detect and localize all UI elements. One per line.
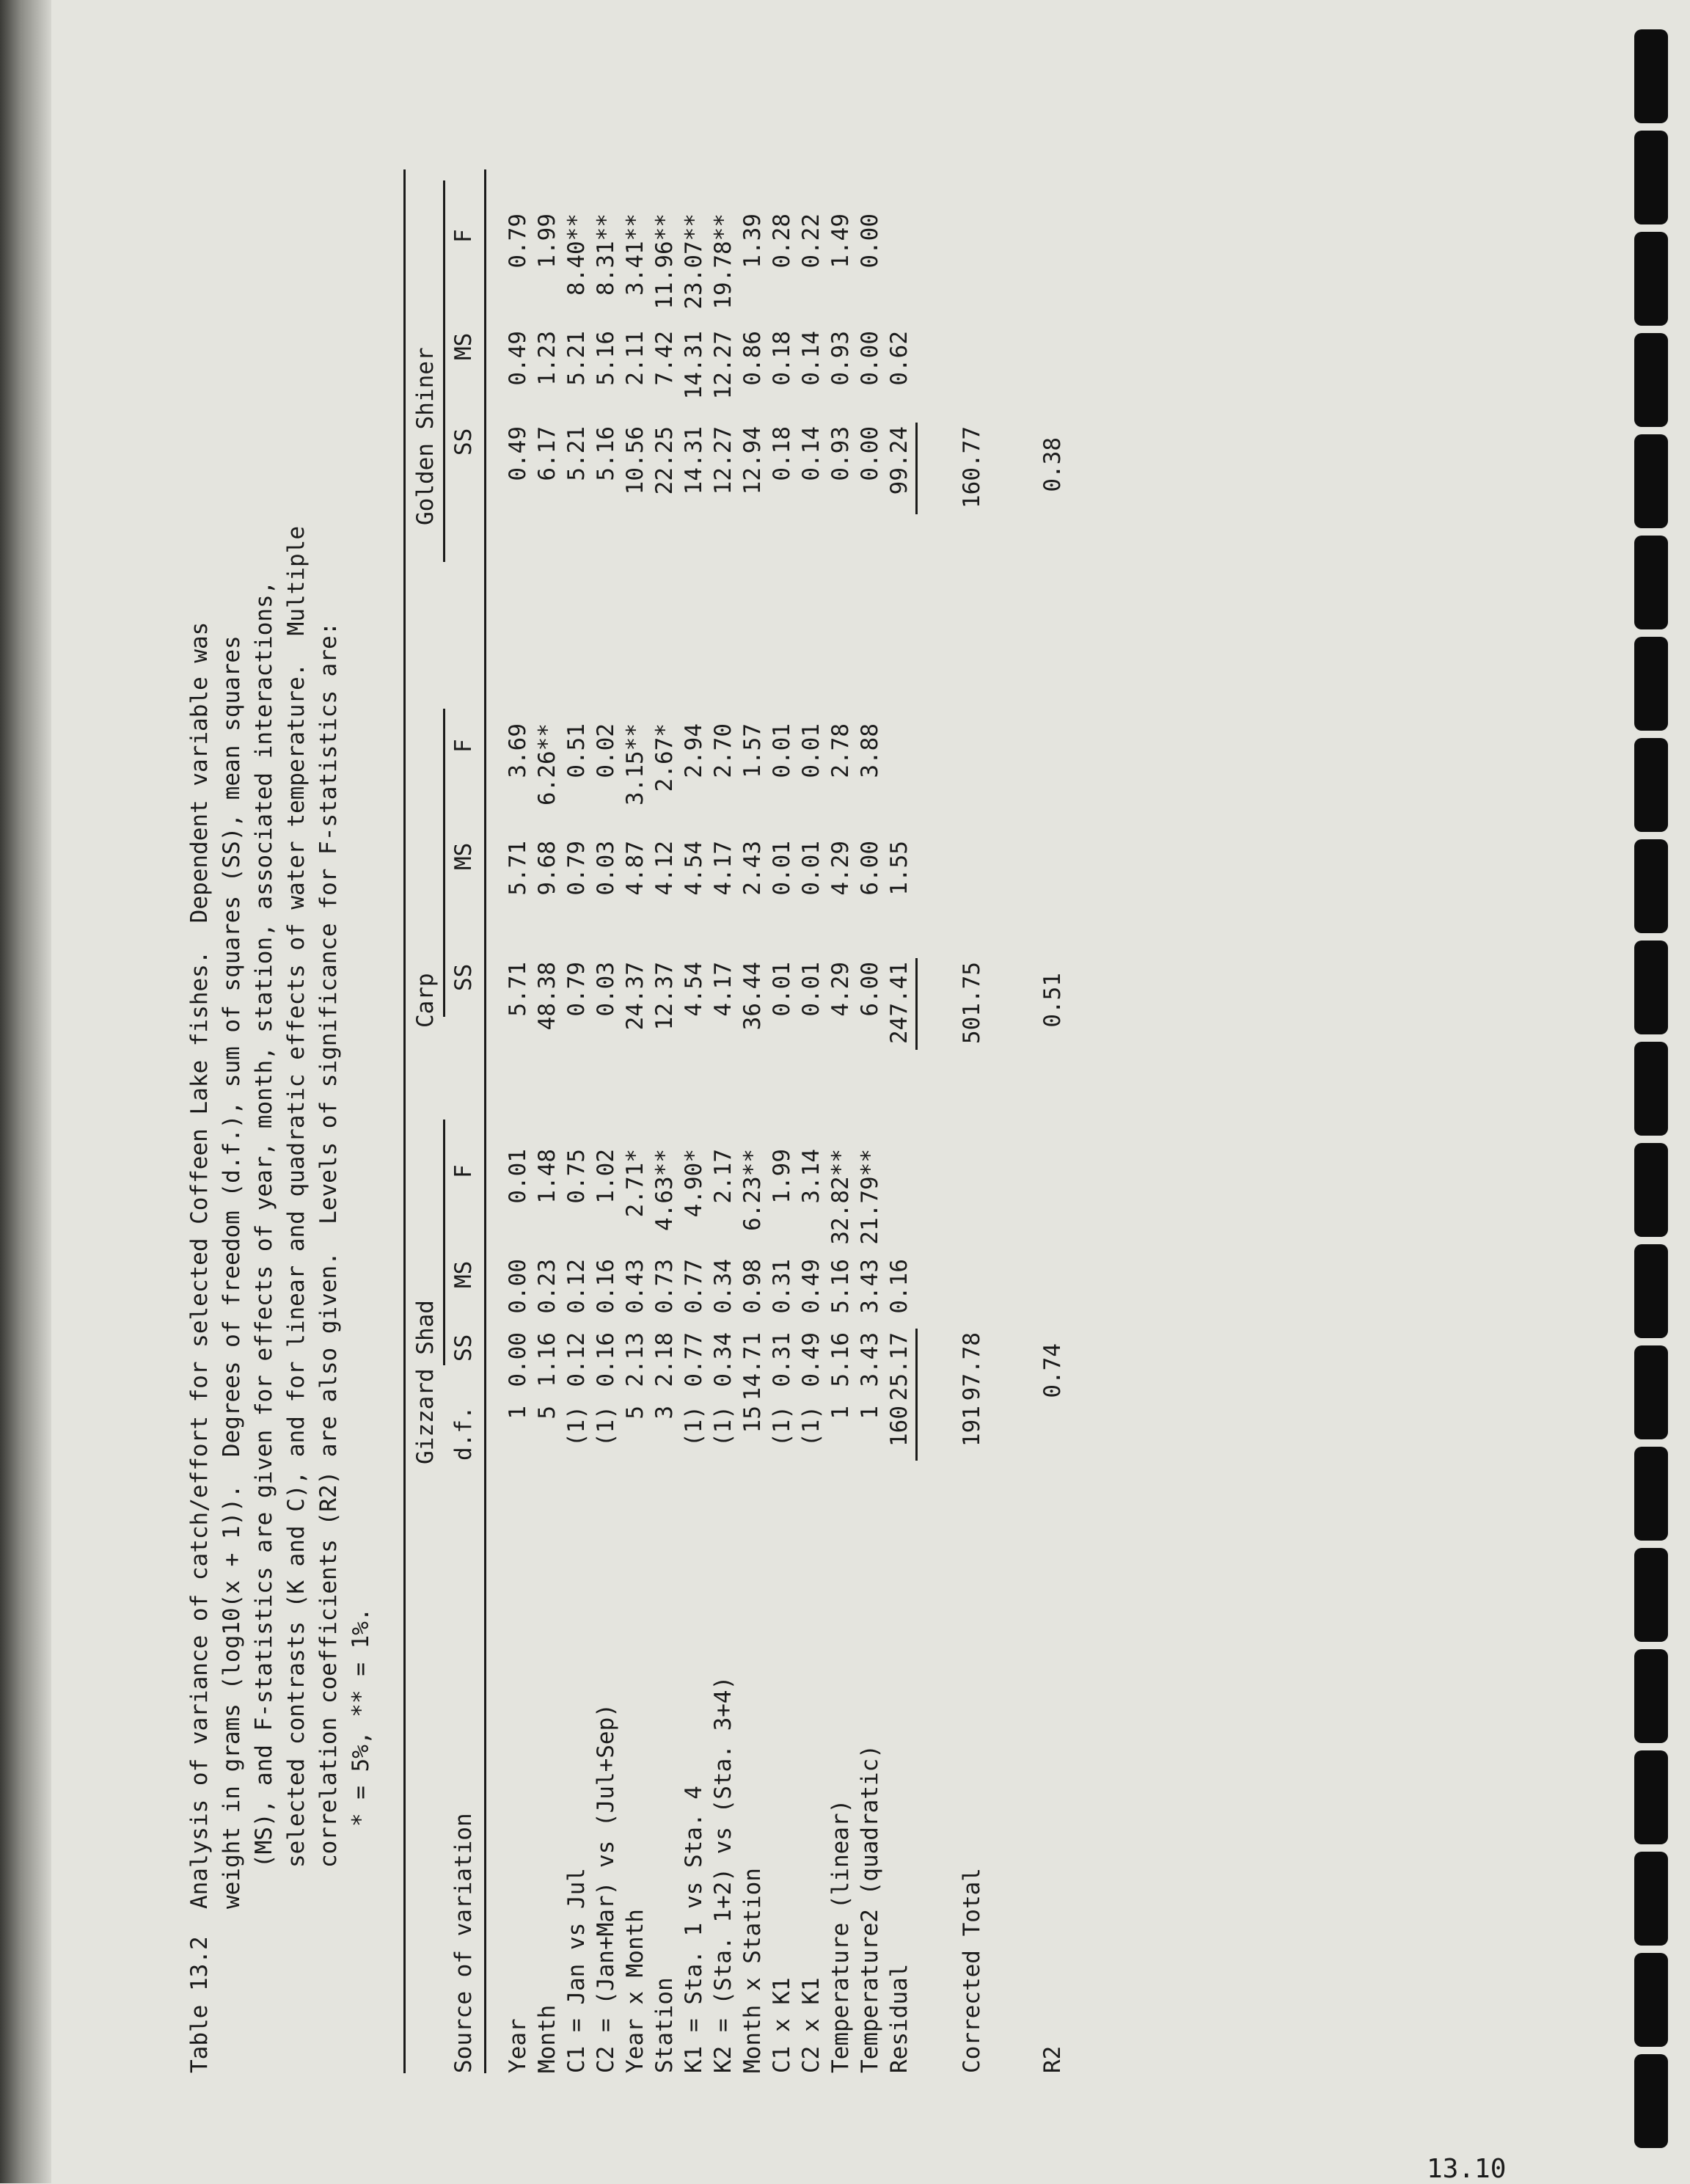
caption-line: weight in grams (log10(x + 1)). Degrees of freedom (d.f.), sum of squares (SS), mean squares xyxy=(219,635,245,2073)
cell-carp-ss: 24.37 xyxy=(622,962,648,1031)
cell-shiner-ms: 0.18 xyxy=(769,331,795,386)
cell-gs-ms: 0.73 xyxy=(651,1259,678,1314)
cell-shiner-ss: 12.27 xyxy=(710,426,736,495)
r2-value: 0.38 xyxy=(1039,437,1066,492)
species-header: Golden Shiner xyxy=(412,347,439,525)
cell-gs-ss: 3.43 xyxy=(857,1332,883,1387)
row-source: K1 = Sta. 1 vs Sta. 4 xyxy=(681,1786,707,2073)
cell-gs-f: 0.01 xyxy=(505,1149,531,1204)
row-source: Month x Station xyxy=(739,1868,766,2073)
cell-gs-f: 0.75 xyxy=(563,1149,590,1204)
cell-carp-ms: 2.43 xyxy=(739,841,766,896)
cell-shiner-ss: 14.31 xyxy=(681,426,707,495)
cell-gs-f: 1.48 xyxy=(534,1149,560,1204)
cell-gs-ms: 0.16 xyxy=(886,1259,912,1314)
cell-carp-ms: 0.03 xyxy=(593,841,619,896)
cell-carp-f: 3.88 xyxy=(857,723,883,778)
cell-gs-ss: 2.18 xyxy=(651,1332,678,1387)
cell-shiner-ss: 12.94 xyxy=(739,426,766,495)
row-source: Residual xyxy=(886,1963,912,2073)
cell-shiner-ms: 0.93 xyxy=(827,331,854,386)
cell-gs-f: 3.14 xyxy=(798,1149,824,1204)
row-df: 1 xyxy=(857,1406,883,1420)
cell-carp-ms: 9.68 xyxy=(534,841,560,896)
cell-gs-ss: 0.34 xyxy=(710,1332,736,1387)
cell-gs-ms: 5.16 xyxy=(827,1259,854,1314)
cell-shiner-ss: 0.18 xyxy=(769,426,795,481)
cell-carp-ms: 4.17 xyxy=(710,841,736,896)
stat-header: SS xyxy=(450,428,477,456)
r2-value: 0.51 xyxy=(1039,973,1066,1028)
cell-gs-f: 1.02 xyxy=(593,1149,619,1204)
row-df: (1) xyxy=(798,1406,824,1447)
row-source: Year xyxy=(505,2018,531,2073)
species-header: Carp xyxy=(412,973,439,1028)
cell-gs-ss: 2.13 xyxy=(622,1332,648,1387)
cell-shiner-f: 0.00 xyxy=(857,213,883,269)
cell-shiner-f: 0.22 xyxy=(798,213,824,269)
cell-gs-ms: 0.23 xyxy=(534,1259,560,1314)
cell-carp-ss: 4.54 xyxy=(681,962,707,1017)
cell-gs-ss: 0.31 xyxy=(769,1332,795,1387)
cell-carp-ms: 0.79 xyxy=(563,841,590,896)
cell-carp-ms: 4.54 xyxy=(681,841,707,896)
cell-shiner-f: 23.07** xyxy=(681,213,707,310)
row-source: Temperature2 (quadratic) xyxy=(857,1745,883,2073)
cell-gs-ms: 0.77 xyxy=(681,1259,707,1314)
cell-gs-ss: 0.00 xyxy=(505,1332,531,1387)
cell-carp-ss: 36.44 xyxy=(739,962,766,1031)
row-source: K2 = (Sta. 1+2) vs (Sta. 3+4) xyxy=(710,1676,736,2073)
row-df: 1 xyxy=(827,1406,854,1420)
species-rule xyxy=(443,1120,445,1365)
species-rule xyxy=(443,709,445,1017)
cell-shiner-ms: 12.27 xyxy=(710,331,736,400)
row-source: C2 = (Jan+Mar) vs (Jul+Sep) xyxy=(593,1703,619,2073)
cell-carp-ms: 0.01 xyxy=(769,841,795,896)
df-header: d.f. xyxy=(450,1406,477,1461)
stat-header: MS xyxy=(450,842,477,870)
caption-line: Table 13.2 Analysis of variance of catch/effort for selected Coffeen Lake fishes. Dependent variable was xyxy=(186,621,213,2073)
cell-shiner-f: 1.39 xyxy=(739,213,766,269)
stat-header: MS xyxy=(450,1260,477,1288)
cell-carp-ms: 4.87 xyxy=(622,841,648,896)
cell-carp-ms: 1.55 xyxy=(886,841,912,896)
cell-gs-f: 4.90* xyxy=(681,1149,707,1218)
row-df: (1) xyxy=(593,1406,619,1447)
species-header: Gizzard Shad xyxy=(412,1300,439,1464)
row-df: (1) xyxy=(563,1406,590,1447)
cell-carp-ss: 12.37 xyxy=(651,962,678,1031)
cell-shiner-f: 8.31** xyxy=(593,213,619,296)
cell-shiner-ms: 7.42 xyxy=(651,331,678,386)
cell-carp-f: 1.57 xyxy=(739,723,766,778)
cell-carp-ms: 6.00 xyxy=(857,841,883,896)
cell-gs-f: 2.17 xyxy=(710,1149,736,1204)
cell-carp-ss: 0.79 xyxy=(563,962,590,1017)
cell-carp-ss: 0.01 xyxy=(798,962,824,1017)
cell-shiner-ms: 1.23 xyxy=(534,331,560,386)
cell-shiner-ss: 0.14 xyxy=(798,426,824,481)
cell-gs-ss: 5.16 xyxy=(827,1332,854,1387)
cell-carp-ms: 4.12 xyxy=(651,841,678,896)
corrected-total-df: 191 xyxy=(959,1406,985,1447)
cell-carp-ss: 0.01 xyxy=(769,962,795,1017)
row-df: (1) xyxy=(681,1406,707,1447)
cell-shiner-ms: 2.11 xyxy=(622,331,648,386)
cell-shiner-ms: 0.14 xyxy=(798,331,824,386)
cell-gs-f: 4.63** xyxy=(651,1149,678,1231)
cell-shiner-ss: 22.25 xyxy=(651,426,678,495)
cell-carp-f: 2.94 xyxy=(681,723,707,778)
stat-header: F xyxy=(450,739,477,753)
cell-gs-ss: 0.49 xyxy=(798,1332,824,1387)
row-df: 160 xyxy=(886,1406,912,1447)
cell-carp-ms: 0.01 xyxy=(798,841,824,896)
row-df: 1 xyxy=(505,1406,531,1420)
source-header: Source of variation xyxy=(450,1813,477,2073)
cell-shiner-ss: 99.24 xyxy=(886,426,912,495)
table-caption xyxy=(183,129,377,2073)
species-rule xyxy=(443,180,445,562)
cell-carp-f: 0.01 xyxy=(798,723,824,778)
table-top-rule xyxy=(403,169,406,2073)
row-df: 3 xyxy=(651,1406,678,1420)
cell-shiner-ms: 5.16 xyxy=(593,331,619,386)
stat-header: F xyxy=(450,229,477,243)
row-source: Year x Month xyxy=(622,1909,648,2073)
cell-gs-ss: 14.71 xyxy=(739,1332,766,1401)
cell-shiner-f: 0.28 xyxy=(769,213,795,269)
cell-gs-ms: 0.00 xyxy=(505,1259,531,1314)
cell-gs-ss: 0.12 xyxy=(563,1332,590,1387)
cell-shiner-ss: 0.93 xyxy=(827,426,854,481)
r2-value: 0.74 xyxy=(1039,1343,1066,1398)
row-source: C2 x K1 xyxy=(798,1977,824,2073)
row-source: C1 x K1 xyxy=(769,1977,795,2073)
stat-header: SS xyxy=(450,963,477,991)
cell-carp-f: 3.15** xyxy=(622,723,648,806)
cell-shiner-ms: 0.00 xyxy=(857,331,883,386)
cell-shiner-ss: 10.56 xyxy=(622,426,648,495)
stat-header: SS xyxy=(450,1334,477,1362)
cell-carp-ss: 6.00 xyxy=(857,962,883,1017)
cell-shiner-f: 0.79 xyxy=(505,213,531,269)
cell-carp-ss: 5.71 xyxy=(505,962,531,1017)
cell-shiner-ss: 0.00 xyxy=(857,426,883,481)
row-source: Month xyxy=(534,2004,560,2073)
cell-carp-f: 2.67* xyxy=(651,723,678,792)
cell-gs-ms: 0.43 xyxy=(622,1259,648,1314)
corrected-total-ss: 501.75 xyxy=(959,962,985,1044)
cell-shiner-ss: 6.17 xyxy=(534,426,560,481)
cell-carp-ss: 4.17 xyxy=(710,962,736,1017)
cell-shiner-ms: 0.62 xyxy=(886,331,912,386)
cell-gs-f: 1.99 xyxy=(769,1149,795,1204)
stat-header: F xyxy=(450,1164,477,1178)
cell-shiner-ms: 14.31 xyxy=(681,331,707,400)
cell-gs-ss: 0.77 xyxy=(681,1332,707,1387)
cell-shiner-f: 8.40** xyxy=(563,213,590,296)
cell-shiner-ss: 0.49 xyxy=(505,426,531,481)
row-source: C1 = Jan vs Jul xyxy=(563,1868,590,2073)
cell-gs-ms: 3.43 xyxy=(857,1259,883,1314)
header-rule xyxy=(484,169,486,2073)
caption-line: * = 5%, ** = 1%. xyxy=(348,1607,374,2073)
row-df: (1) xyxy=(769,1406,795,1447)
cell-gs-ms: 0.31 xyxy=(769,1259,795,1314)
corrected-total-ss: 97.78 xyxy=(959,1332,985,1401)
cell-carp-f: 0.01 xyxy=(769,723,795,778)
cell-gs-ms: 0.49 xyxy=(798,1259,824,1314)
cell-gs-f: 32.82** xyxy=(827,1149,854,1245)
cell-shiner-ss: 5.21 xyxy=(563,426,590,481)
cell-carp-f: 6.26** xyxy=(534,723,560,806)
corrected-total-ss: 160.77 xyxy=(959,426,985,508)
cell-shiner-f: 1.49 xyxy=(827,213,854,269)
cell-carp-ms: 4.29 xyxy=(827,841,854,896)
row-df: (1) xyxy=(710,1406,736,1447)
cell-shiner-f: 1.99 xyxy=(534,213,560,269)
cell-carp-f: 3.69 xyxy=(505,723,531,778)
cell-gs-ms: 0.12 xyxy=(563,1259,590,1314)
caption-line: (MS), and F-statistics are given for effects of year, month, station, associated interactions, xyxy=(251,580,277,2073)
cell-shiner-ms: 0.86 xyxy=(739,331,766,386)
page-number: 13.10 xyxy=(1427,2154,1507,2184)
cell-carp-f: 2.78 xyxy=(827,723,854,778)
cell-carp-f: 2.70 xyxy=(710,723,736,778)
row-source: Station xyxy=(651,1977,678,2073)
row-df: 5 xyxy=(622,1406,648,1420)
cell-gs-ss: 25.17 xyxy=(886,1332,912,1401)
row-source: Temperature (linear) xyxy=(827,1799,854,2073)
cell-carp-ss: 48.38 xyxy=(534,962,560,1031)
stat-header: MS xyxy=(450,332,477,360)
r2-label: R2 xyxy=(1039,2045,1066,2073)
residual-rule xyxy=(915,423,918,514)
cell-shiner-ss: 5.16 xyxy=(593,426,619,481)
cell-carp-ss: 247.41 xyxy=(886,962,912,1044)
row-df: 15 xyxy=(739,1406,766,1434)
caption-line: correlation coefficients (R2) are also given. Levels of significance for F-statistics are: xyxy=(315,621,342,2073)
cell-shiner-f: 11.96** xyxy=(651,213,678,310)
cell-gs-ms: 0.16 xyxy=(593,1259,619,1314)
cell-carp-ms: 5.71 xyxy=(505,841,531,896)
cell-gs-ss: 0.16 xyxy=(593,1332,619,1387)
residual-rule xyxy=(915,958,918,1050)
caption-line: selected contrasts (K and C), and for linear and quadratic effects of water temperature. Multiple xyxy=(283,526,310,2073)
row-df: 5 xyxy=(534,1406,560,1420)
cell-shiner-f: 3.41** xyxy=(622,213,648,296)
corrected-total-label: Corrected Total xyxy=(959,1868,985,2073)
cell-carp-ss: 0.03 xyxy=(593,962,619,1017)
cell-shiner-ms: 5.21 xyxy=(563,331,590,386)
cell-gs-f: 21.79** xyxy=(857,1149,883,1245)
cell-gs-ms: 0.98 xyxy=(739,1259,766,1314)
cell-carp-f: 0.51 xyxy=(563,723,590,778)
cell-carp-f: 0.02 xyxy=(593,723,619,778)
cell-shiner-f: 19.78** xyxy=(710,213,736,310)
cell-gs-f: 6.23** xyxy=(739,1149,766,1231)
cell-gs-ms: 0.34 xyxy=(710,1259,736,1314)
cell-shiner-ms: 0.49 xyxy=(505,331,531,386)
cell-carp-ss: 4.29 xyxy=(827,962,854,1017)
cell-gs-f: 2.71* xyxy=(622,1149,648,1218)
cell-gs-ss: 1.16 xyxy=(534,1332,560,1387)
residual-rule xyxy=(915,1329,918,1420)
